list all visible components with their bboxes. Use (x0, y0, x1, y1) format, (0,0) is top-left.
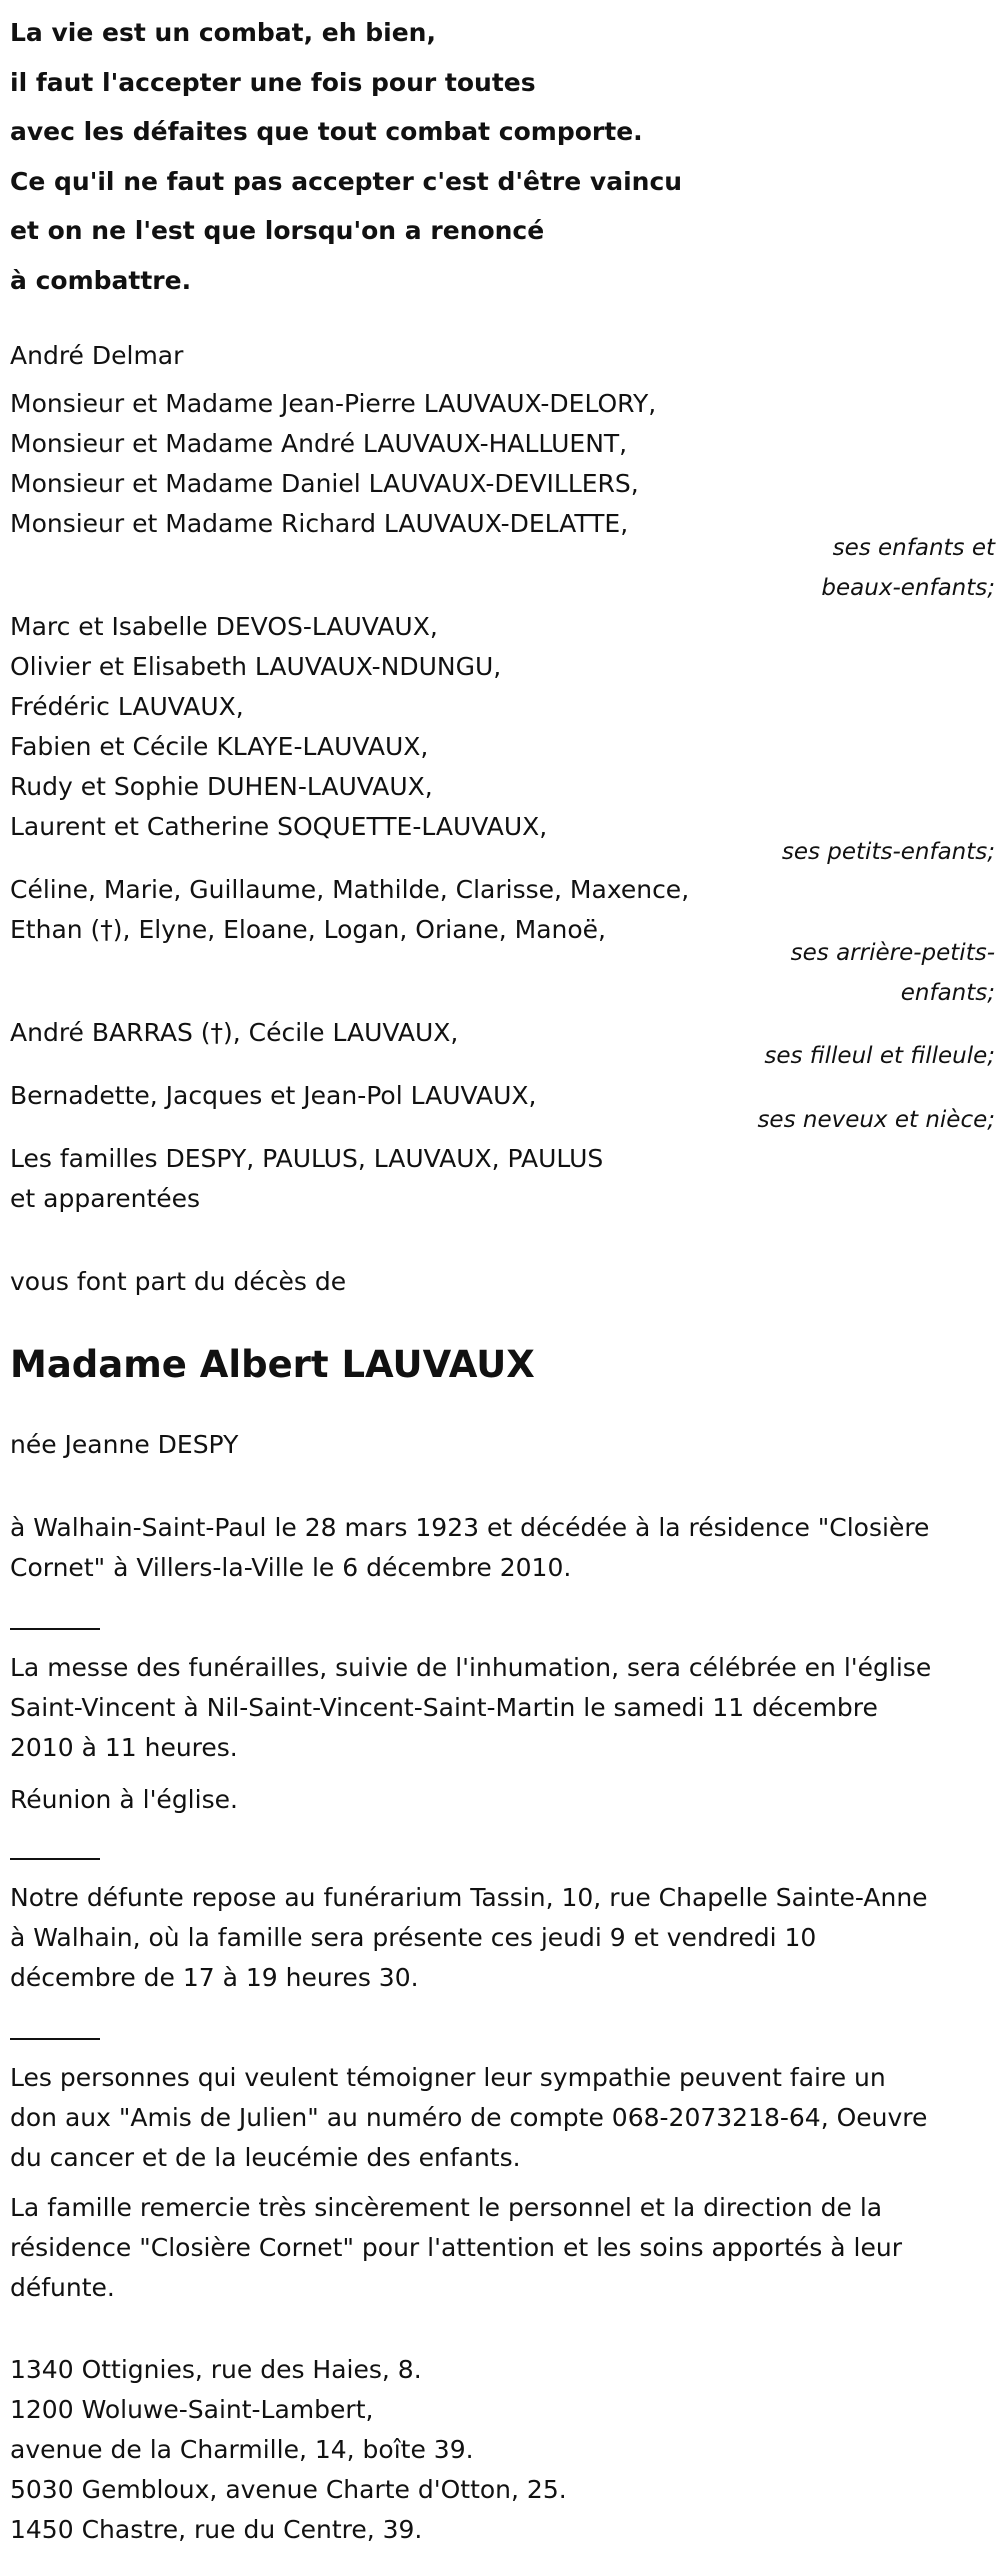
families-line: et apparentées (10, 1184, 201, 1213)
funeral-line: La messe des funérailles, suivie de l'inhumation, sera célébrée en l'église (10, 1653, 932, 1682)
grandchild-line: Olivier et Elisabeth LAUVAUX-NDUNGU, (10, 652, 502, 681)
separator-line (10, 1858, 100, 1860)
grandchild-line: Fabien et Cécile KLAYE-LAUVAUX, (10, 732, 429, 761)
opening-quote (10, 8, 990, 305)
great-grandchildren-relation: enfants; (900, 980, 995, 1006)
grandchild-line: Frédéric LAUVAUX, (10, 692, 244, 721)
funeral-line: 2010 à 11 heures. (10, 1733, 238, 1762)
deceased-name: Madame Albert LAUVAUX (10, 1343, 535, 1386)
thanks-line: La famille remercie très sincèrement le personnel et la direction de la (10, 2193, 883, 2222)
address-line: 1450 Chastre, rue du Centre, 39. (10, 2515, 423, 2544)
address-line: 1200 Woluwe-Saint-Lambert, (10, 2395, 374, 2424)
birth-death-line: Cornet" à Villers-la-Ville le 6 décembre 2010. (10, 1553, 572, 1582)
address-line: 5030 Gembloux, avenue Charte d'Otton, 25. (10, 2475, 567, 2504)
great-grandchild-line: Ethan (†), Elyne, Eloane, Logan, Oriane, Manoë, (10, 915, 606, 944)
children-relation: ses enfants et (832, 535, 995, 561)
great-grandchild-line: Céline, Marie, Guillaume, Mathilde, Clarisse, Maxence, (10, 875, 690, 904)
maiden-name: née Jeanne DESPY (10, 1430, 239, 1459)
child-line: Monsieur et Madame Jean-Pierre LAUVAUX-DELORY, (10, 389, 657, 418)
quote-line: à combattre. (10, 265, 192, 295)
nephews-relation: ses neveux et nièce; (757, 1107, 995, 1133)
quote-line: et on ne l'est que lorsqu'on a renoncé (10, 216, 545, 245)
address-line: 1340 Ottignies, rue des Haies, 8. (10, 2355, 422, 2384)
child-line: Monsieur et Madame Richard LAUVAUX-DELATTE, (10, 509, 629, 538)
announcement-text: vous font part du décès de (10, 1267, 347, 1296)
donation-line: Les personnes qui veulent témoigner leur sympathie peuvent faire un (10, 2063, 886, 2092)
children-relation: beaux-enfants; (821, 575, 995, 601)
families-line: Les familles DESPY, PAULUS, LAUVAUX, PAULUS (10, 1144, 604, 1173)
grandchild-line: Rudy et Sophie DUHEN-LAUVAUX, (10, 772, 433, 801)
quote-line: avec les défaites que tout combat comporte. (10, 117, 643, 146)
nephews-line: Bernadette, Jacques et Jean-Pol LAUVAUX, (10, 1081, 537, 1110)
quote-line: il faut l'accepter une fois pour toutes (10, 67, 536, 97)
visitation-line: à Walhain, où la famille sera présente ces jeudi 9 et vendredi 10 (10, 1923, 817, 1952)
child-line: Monsieur et Madame Daniel LAUVAUX-DEVILLERS, (10, 469, 639, 498)
godchildren-line: André BARRAS (†), Cécile LAUVAUX, (10, 1018, 459, 1047)
grandchildren-relation: ses petits-enfants; (781, 839, 995, 865)
funeral-line: Saint-Vincent à Nil-Saint-Vincent-Saint-Martin le samedi 11 décembre (10, 1693, 878, 1722)
great-grandchildren-relation: ses arrière-petits- (790, 940, 995, 966)
thanks-line: défunte. (10, 2273, 115, 2302)
husband-name: André Delmar (10, 341, 184, 370)
donation-line: du cancer et de la leucémie des enfants. (10, 2143, 521, 2172)
thanks-line: résidence "Closière Cornet" pour l'attention et les soins apportés à leur (10, 2233, 902, 2262)
separator-line (10, 2038, 100, 2040)
grandchild-line: Laurent et Catherine SOQUETTE-LAUVAUX, (10, 812, 548, 841)
godchildren-relation: ses filleul et filleule; (764, 1043, 995, 1069)
visitation-line: décembre de 17 à 19 heures 30. (10, 1963, 419, 1992)
separator-line (10, 1628, 100, 1630)
donation-line: don aux "Amis de Julien" au numéro de compte 068-2073218-64, Oeuvre (10, 2103, 928, 2132)
quote-line: La vie est un combat, eh bien, (10, 18, 436, 47)
child-line: Monsieur et Madame André LAUVAUX-HALLUENT, (10, 429, 628, 458)
visitation-line: Notre défunte repose au funérarium Tassin, 10, rue Chapelle Sainte-Anne (10, 1883, 928, 1912)
quote-line: Ce qu'il ne faut pas accepter c'est d'être vaincu (10, 166, 683, 196)
birth-death-line: à Walhain-Saint-Paul le 28 mars 1923 et décédée à la résidence "Closière (10, 1513, 930, 1542)
meeting-note: Réunion à l'église. (10, 1785, 238, 1814)
grandchild-line: Marc et Isabelle DEVOS-LAUVAUX, (10, 612, 438, 641)
address-line: avenue de la Charmille, 14, boîte 39. (10, 2435, 474, 2464)
